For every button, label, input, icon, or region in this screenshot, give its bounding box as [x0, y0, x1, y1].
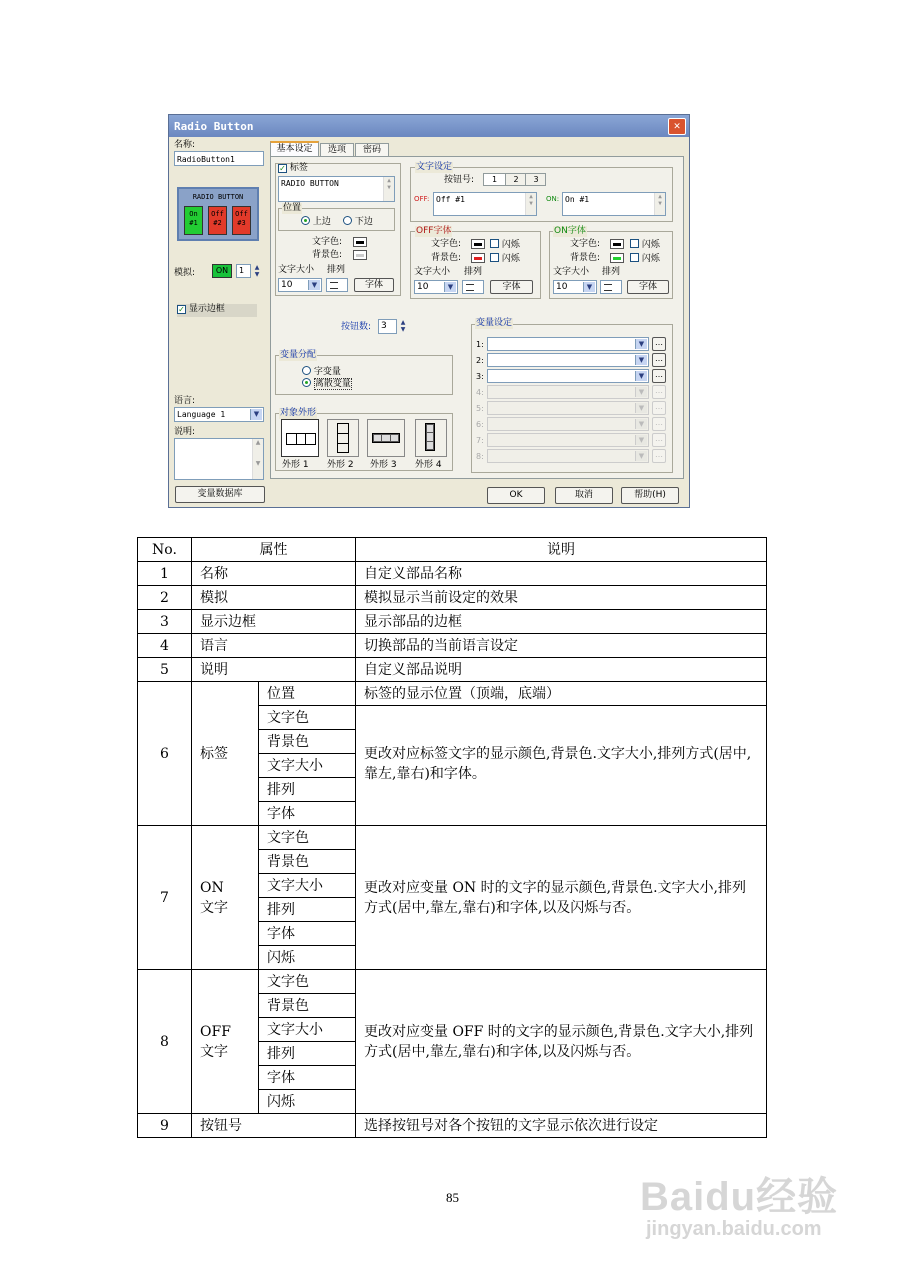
checkbox-icon[interactable] — [490, 253, 499, 262]
btn-no-tab-2[interactable]: 2 — [505, 174, 526, 185]
preview-frame — [177, 187, 259, 241]
off-blink-1[interactable]: 闪烁 — [490, 239, 520, 251]
label-align-icon[interactable] — [326, 278, 348, 292]
scrollbar[interactable]: ▲ ▼ — [525, 193, 536, 215]
table-row: 1 名称 自定义部品名称 — [138, 562, 767, 586]
on-blink-1[interactable]: 闪烁 — [630, 239, 660, 251]
chevron-down-icon[interactable]: ▼ — [635, 339, 647, 349]
desc-textarea[interactable] — [174, 438, 264, 480]
table-row: 4 语言 切换部品的当前语言设定 — [138, 634, 767, 658]
name-input[interactable]: RadioButton1 — [174, 151, 264, 166]
var-alloc-discrete-option[interactable]: 离散变量 — [302, 378, 352, 390]
help-button[interactable]: 帮助(H) — [621, 487, 679, 504]
off-size-label: 文字大小 — [414, 267, 451, 277]
shape-4-label: 外形 4 — [415, 460, 442, 470]
tab-password[interactable]: 密码 — [355, 143, 389, 156]
label-size-label: 文字大小 — [278, 265, 315, 275]
table-row: 背景色 — [138, 994, 767, 1018]
var-row-select[interactable] — [487, 385, 649, 399]
chevron-down-icon[interactable]: ▼ — [635, 435, 647, 445]
label-check-option[interactable]: ✓ 标签 — [279, 163, 308, 173]
label-text-input[interactable]: RADIO BUTTON ▲ ▼ — [278, 176, 395, 202]
on-size-select[interactable]: 10 ▼ — [553, 280, 597, 294]
on-text-color-label: 文字色: — [570, 239, 601, 249]
table-row: 3 显示边框 显示部品的边框 — [138, 610, 767, 634]
table-row: 闪烁 — [138, 946, 767, 970]
radio-selected-icon[interactable] — [301, 216, 310, 225]
ok-button[interactable]: OK — [487, 487, 545, 504]
on-bg-color-label: 背景色: — [570, 253, 601, 263]
checkbox-icon[interactable] — [630, 253, 639, 262]
off-bg-color-label: 背景色: — [431, 253, 462, 263]
btn-count-label: 按钮数: — [341, 322, 372, 332]
on-font-button[interactable]: 字体 — [627, 280, 669, 294]
off-bg-color-swatch[interactable] — [471, 253, 485, 263]
var-row-select[interactable] — [487, 433, 649, 447]
dialog-title: Radio Button — [174, 120, 254, 133]
checkbox-checked-icon[interactable]: ✓ — [279, 164, 286, 173]
off-text-color-label: 文字色: — [431, 239, 462, 249]
var-database-button[interactable]: 变量数据库 — [175, 486, 265, 503]
btn-count-spinner-icon[interactable]: ▲ ▼ — [400, 319, 406, 333]
var-row-select[interactable] — [487, 449, 649, 463]
table-row: 5 说明 自定义部品说明 — [138, 658, 767, 682]
shape-4-icon[interactable] — [415, 419, 447, 457]
table-row: 排列 — [138, 898, 767, 922]
chevron-down-icon[interactable]: ▼ — [635, 387, 647, 397]
table-row: 文字大小 — [138, 874, 767, 898]
var-row-label: 7: — [476, 436, 484, 445]
label-text-color-label: 文字色: — [312, 237, 343, 247]
var-row-select[interactable] — [487, 401, 649, 415]
btn-no-tabs — [483, 173, 546, 186]
on-size-label: 文字大小 — [553, 267, 590, 277]
on-blink-2[interactable]: 闪烁 — [630, 253, 660, 265]
checkbox-checked-icon[interactable]: ✓ — [178, 305, 185, 314]
var-row-browse-icon[interactable]: … — [652, 449, 666, 463]
var-setting-title: 变量设定 — [476, 318, 513, 328]
var-alloc-title: 变量分配 — [280, 350, 317, 360]
on-bg-color-swatch[interactable] — [610, 253, 624, 263]
pos-top-option[interactable]: 上边 — [301, 216, 331, 228]
on-align-label: 排列 — [602, 267, 621, 277]
header-no: No. — [138, 538, 192, 562]
chevron-down-icon[interactable]: ▼ — [635, 419, 647, 429]
scrollbar[interactable]: ▲ ▼ — [383, 177, 394, 201]
table-row: 文字大小 — [138, 754, 767, 778]
chevron-down-icon[interactable]: ▼ — [583, 282, 595, 292]
var-row-browse-icon[interactable]: … — [652, 337, 666, 351]
lang-label: 语言: — [174, 396, 196, 406]
on-text-input[interactable]: On #1 ▲ ▼ — [562, 192, 666, 216]
show-border-option[interactable] — [177, 304, 257, 317]
desc-label: 说明: — [174, 427, 196, 437]
var-row-browse-icon[interactable]: … — [652, 417, 666, 431]
position-title: 位置 — [283, 203, 302, 213]
table-row: 字体 — [138, 802, 767, 826]
header-prop: 属性 — [192, 538, 356, 562]
checkbox-icon[interactable] — [490, 239, 499, 248]
label-bg-color-label: 背景色: — [312, 250, 343, 260]
table-row: 9 按钮号 选择按钮号对各个按钮的文字显示依次进行设定 — [138, 1114, 767, 1138]
label-bg-color-swatch[interactable] — [353, 250, 367, 260]
chevron-down-icon[interactable]: ▼ — [635, 451, 647, 461]
off-align-label: 排列 — [464, 267, 483, 277]
table-row: 2 模拟 模拟显示当前设定的效果 — [138, 586, 767, 610]
var-row-select[interactable] — [487, 353, 649, 367]
on-font-title: ON字体 — [554, 226, 586, 236]
var-row-label: 5: — [476, 404, 484, 413]
off-text-label: OFF: — [414, 195, 430, 203]
off-text-color-swatch[interactable] — [471, 239, 485, 249]
radio-icon[interactable] — [302, 366, 311, 375]
table-row: 闪烁 — [138, 1090, 767, 1114]
scrollbar[interactable]: ▲ ▼ — [252, 439, 263, 479]
checkbox-icon[interactable] — [630, 239, 639, 248]
preview-button-2: Off #2 — [208, 206, 227, 235]
var-row-label: 8: — [476, 452, 484, 461]
var-row-select[interactable] — [487, 417, 649, 431]
off-blink-2[interactable]: 闪烁 — [490, 253, 520, 265]
var-row-label: 2: — [476, 356, 484, 365]
var-row-label: 6: — [476, 420, 484, 429]
radio-icon[interactable] — [343, 216, 352, 225]
watermark-brand: Baidu经验 — [640, 1175, 839, 1219]
var-row-select[interactable] — [487, 369, 649, 383]
on-align-icon[interactable] — [600, 280, 622, 294]
table-row: 背景色 — [138, 730, 767, 754]
preview-button-3: Off #3 — [232, 206, 251, 235]
table-row: 文字色 更改对应标签文字的显示颜色,背景色.文字大小,排列方式(居中,靠左,靠右)和字体。 — [138, 706, 767, 730]
off-font-title: OFF字体 — [416, 226, 452, 236]
label-align-label: 排列 — [327, 265, 346, 275]
table-row: 文字大小 — [138, 1018, 767, 1042]
text-setting-title: 文字设定 — [416, 162, 453, 172]
var-row-browse-icon[interactable]: … — [652, 401, 666, 415]
label-size-select[interactable]: 10 ▼ — [278, 278, 322, 292]
chevron-down-icon[interactable]: ▼ — [635, 371, 647, 381]
shape-1-icon[interactable] — [281, 419, 319, 457]
close-icon[interactable]: ✕ — [668, 118, 686, 135]
table-row: 字体 — [138, 922, 767, 946]
sim-spinner-icon[interactable]: ▲ ▼ — [254, 264, 260, 278]
var-row-select[interactable] — [487, 337, 649, 351]
shape-2-label: 外形 2 — [327, 460, 354, 470]
table-row: 排列 — [138, 778, 767, 802]
watermark-url: jingyan.baidu.com — [646, 1218, 822, 1240]
sim-value[interactable]: 1 — [236, 264, 251, 278]
table-row: 字体 — [138, 1066, 767, 1090]
var-alloc-word-option[interactable]: 字变量 — [302, 366, 341, 378]
table-row: 6 标签 位置 标签的显示位置（顶端，底端） — [138, 682, 767, 706]
title-bar — [169, 115, 689, 137]
table-row: 8 OFF 文字 文字色 更改对应变量 OFF 时的文字的显示颜色,背景色.文字大小,排列方式(居中,靠左,靠右)和字体,以及闪烁与否。 — [138, 970, 767, 994]
header-desc: 说明 — [356, 538, 767, 562]
shape-1-label: 外形 1 — [282, 460, 309, 470]
btn-no-tab-3[interactable]: 3 — [525, 174, 546, 185]
chevron-down-icon[interactable]: ▼ — [250, 409, 262, 420]
page-number: 85 — [446, 1190, 459, 1205]
on-text-label: ON: — [546, 195, 560, 203]
chevron-down-icon[interactable]: ▼ — [444, 282, 456, 292]
off-align-icon[interactable] — [462, 280, 484, 294]
on-text-color-swatch[interactable] — [610, 239, 624, 249]
var-row-browse-icon[interactable]: … — [652, 353, 666, 367]
sim-label: 模拟: — [174, 268, 196, 278]
var-row-browse-icon[interactable]: … — [652, 433, 666, 447]
var-row-browse-icon[interactable]: … — [652, 369, 666, 383]
table-row: 排列 — [138, 1042, 767, 1066]
cancel-button[interactable]: 取消 — [555, 487, 613, 504]
off-font-button[interactable]: 字体 — [490, 280, 533, 294]
var-row-label: 1: — [476, 340, 484, 349]
preview-button-1: On #1 — [184, 206, 203, 235]
radio-button-dialog — [168, 114, 690, 508]
table-row: 7 ON 文字 文字色 更改对应变量 ON 时的文字的显示颜色,背景色.文字大小,排列方式(居中,靠左,靠右)和字体,以及闪烁与否。 — [138, 826, 767, 850]
var-row-browse-icon[interactable]: … — [652, 385, 666, 399]
pos-bottom-option[interactable]: 下边 — [343, 216, 373, 228]
label-text-color-swatch[interactable] — [353, 237, 367, 247]
shape-3-label: 外形 3 — [370, 460, 397, 470]
shape-2-icon[interactable] — [327, 419, 359, 457]
btn-no-label: 按钮号: — [444, 175, 475, 185]
radio-selected-icon[interactable] — [302, 378, 311, 387]
scrollbar[interactable]: ▲ ▼ — [654, 193, 665, 215]
show-border-label: 显示边框 — [188, 304, 225, 314]
shape-3-icon[interactable] — [367, 419, 405, 457]
table-header-row — [138, 538, 767, 562]
chevron-down-icon[interactable]: ▼ — [308, 280, 320, 290]
name-label: 名称: — [174, 140, 196, 150]
preview-caption: RADIO BUTTON — [192, 193, 244, 201]
shape-title: 对象外形 — [280, 408, 317, 418]
tab-options[interactable]: 选项 — [320, 143, 354, 156]
btn-no-tab-1[interactable]: 1 — [484, 174, 505, 185]
tab-basic[interactable]: 基本设定 — [270, 141, 319, 156]
off-size-select[interactable]: 10 ▼ — [414, 280, 458, 294]
off-text-input[interactable]: Off #1 ▲ ▼ — [433, 192, 537, 216]
btn-count-input[interactable]: 3 — [378, 319, 397, 334]
property-table — [137, 537, 767, 1138]
chevron-down-icon[interactable]: ▼ — [635, 403, 647, 413]
sim-state[interactable]: ON — [212, 264, 232, 278]
label-font-button[interactable]: 字体 — [354, 278, 394, 292]
table-row: 背景色 — [138, 850, 767, 874]
var-row-label: 4: — [476, 388, 484, 397]
chevron-down-icon[interactable]: ▼ — [635, 355, 647, 365]
language-select[interactable]: Language 1 ▼ — [174, 407, 264, 422]
var-row-label: 3: — [476, 372, 484, 381]
